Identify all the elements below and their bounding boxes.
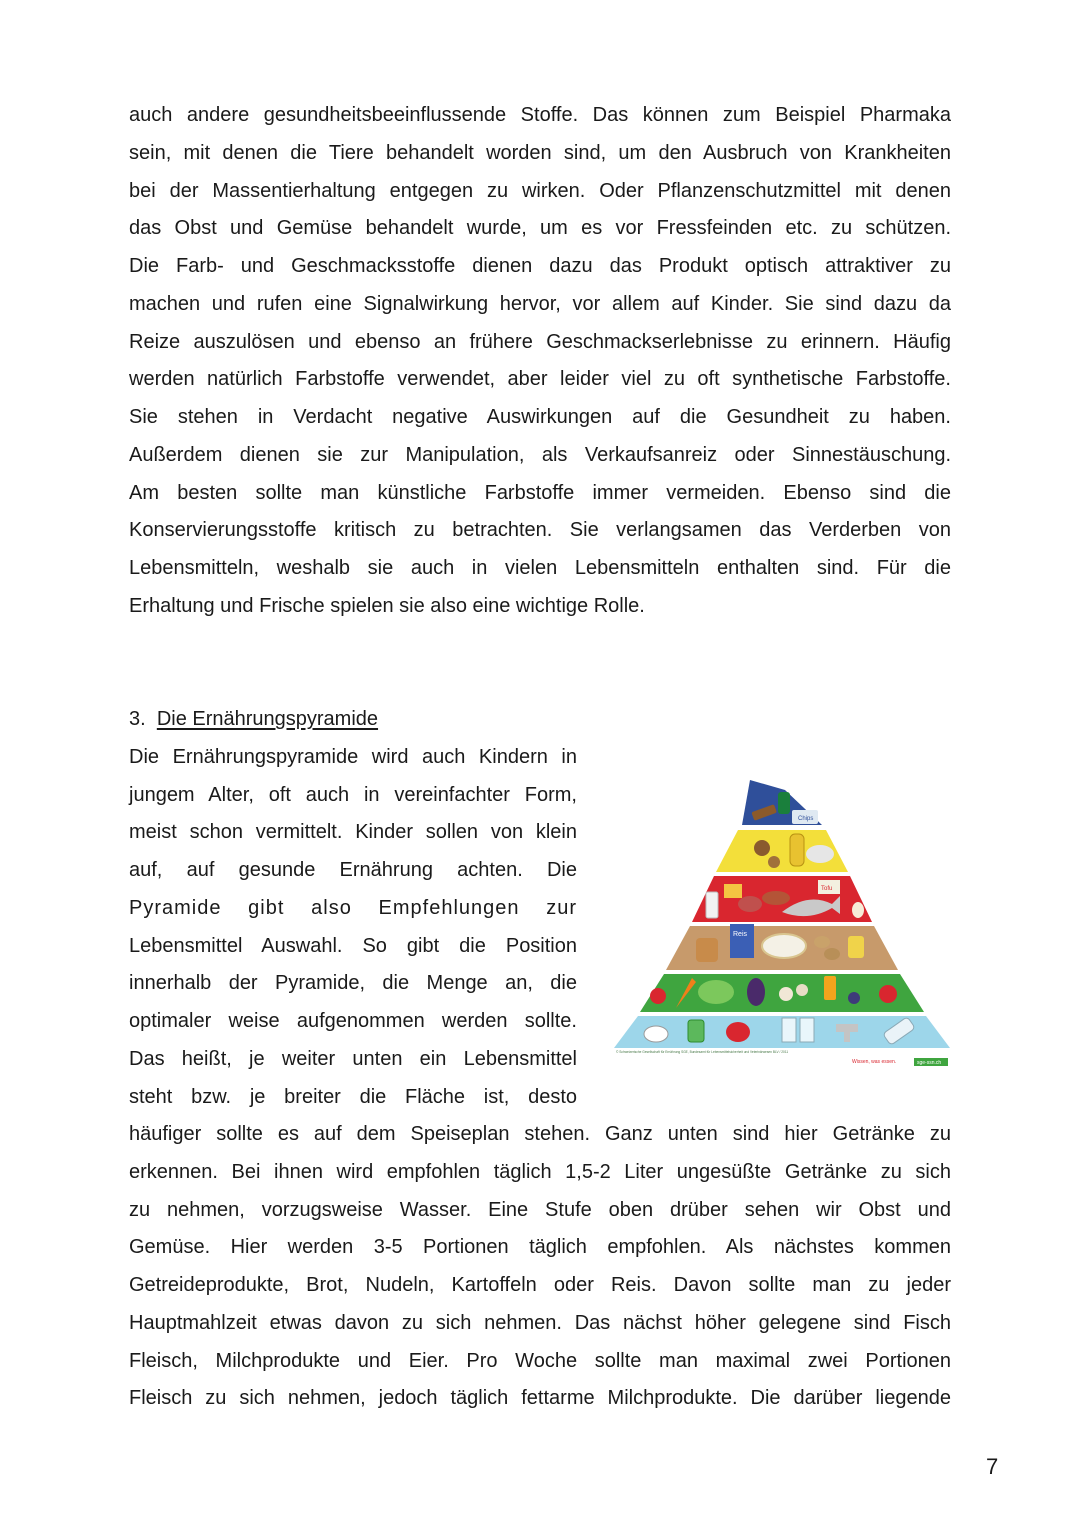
potato-icon <box>824 948 840 960</box>
water-glass-icon <box>782 1018 796 1042</box>
lettuce-icon <box>698 980 734 1004</box>
text-line: Sie stehen in Verdacht negative Auswirkungen auf die Gesundheit zu haben. <box>129 406 951 428</box>
section-title: Die Ernährungspyramide <box>156 708 379 730</box>
water-glass-icon <box>800 1018 814 1042</box>
pasta-plate-icon <box>762 934 806 958</box>
rice-label: Reis <box>733 931 748 938</box>
meat-icon <box>738 896 762 912</box>
cheese-icon <box>724 884 742 898</box>
text-line: auch andere gesundheitsbeeinflussende Stoffe. Das können zum Beispiel Pharmaka <box>129 104 951 126</box>
text-line: Außerdem dienen sie zur Manipulation, als Verkaufsanreiz oder Sinnestäuschung. <box>129 444 951 466</box>
text-line: Fleisch zu sich nehmen, jedoch täglich fettarme Milchprodukte. Die darüber liegende <box>129 1387 951 1409</box>
text-line: Gemüse. Hier werden 3-5 Portionen täglich empfohlen. Als nächstes kommen <box>129 1236 951 1258</box>
text-line: auf, auf gesunde Ernährung achten. Die <box>129 859 577 881</box>
text-line: Lebensmittel Auswahl. So gibt die Position <box>129 935 577 957</box>
text-line: steht bzw. je breiter die Fläche ist, desto <box>129 1086 577 1108</box>
text-line: Getreideprodukte, Brot, Nudeln, Kartoffeln oder Reis. Davon sollte man zu jeder <box>129 1274 951 1296</box>
text-line: werden natürlich Farbstoffe verwendet, aber leider viel zu oft synthetische Farbstoffe. <box>129 368 951 390</box>
figure-site: sge-ssn.ch <box>917 1060 942 1066</box>
tea-glass-icon <box>688 1020 704 1042</box>
text-line: Hauptmahlzeit etwas davon zu sich nehmen. Das nächst höher gelegene sind Fisch <box>129 1312 951 1334</box>
text-line: Erhaltung und Frische spielen sie also eine wichtige Rolle. <box>129 595 645 617</box>
text-line: Reize auszulösen und ebenso an frühere Geschmackserlebnisse zu erinnern. Häufig <box>129 331 951 353</box>
butter-icon <box>806 845 834 863</box>
page-number: 7 <box>986 1454 999 1479</box>
bread-icon <box>696 938 718 962</box>
apple-icon <box>879 985 897 1003</box>
text-line: sein, mit denen die Tiere behandelt worden sind, um den Ausbruch von Krankheiten <box>129 142 951 164</box>
text-line: das Obst und Gemüse behandelt wurde, um es vor Fressfeinden etc. zu schützen. <box>129 217 951 239</box>
text-line: Lebensmitteln, weshalb sie auch in vielen Lebensmitteln enthalten sind. Für die <box>129 557 951 579</box>
juice-glass-icon <box>824 976 836 1000</box>
tomato-icon <box>650 988 666 1004</box>
tofu-label: Tofu <box>821 886 833 892</box>
text-line: zu nehmen, vorzugsweise Wasser. Eine Stufe oben drüber sehen wir Obst und <box>129 1199 951 1221</box>
section-heading <box>129 707 378 731</box>
text-line: bei der Massentierhaltung entgegen zu wirken. Oder Pflanzenschutzmittel mit denen <box>129 180 951 202</box>
text-line: Fleisch, Milchprodukte und Eier. Pro Woche sollte man maximal zwei Portionen <box>129 1350 951 1372</box>
chips-label: Chips <box>798 816 814 822</box>
oil-bottle-icon <box>790 834 804 866</box>
milk-glass-icon <box>706 892 718 918</box>
corn-can-icon <box>848 936 864 958</box>
text-line: jungem Alter, oft auch in vereinfachter Form, <box>129 784 577 806</box>
soda-can-icon <box>778 792 790 814</box>
food-pyramid-figure <box>612 780 952 1070</box>
section-number: 3. <box>129 708 146 730</box>
plum-icon <box>848 992 860 1004</box>
text-line: Am besten sollte man künstliche Farbstoffe immer vermeiden. Ebenso sind die <box>129 482 951 504</box>
text-line: Die Farb- und Geschmacksstoffe dienen dazu das Produkt optisch attraktiver zu <box>129 255 951 277</box>
mushroom-icon <box>796 984 808 996</box>
text-line: Das heißt, je weiter unten ein Lebensmittel <box>129 1048 577 1070</box>
rice-box-icon <box>730 924 754 958</box>
figure-slogan: Wissen, was essen. <box>852 1059 897 1065</box>
text-line: Pyramide gibt also Empfehlungen zur <box>129 897 577 919</box>
text-line: häufiger sollte es auf dem Speiseplan stehen. Ganz unten sind hier Getränke zu <box>129 1123 951 1145</box>
mushroom-icon <box>779 987 793 1001</box>
text-line: erkennen. Bei ihnen wird empfohlen täglich 1,5-2 Liter ungesüßte Getränke zu sich <box>129 1161 951 1183</box>
eggplant-icon <box>747 978 765 1006</box>
figure-caption: © Schweizerische Gesellschaft für Ernährung SGE, Bundesamt für Lebensmittelsicherheit und Veterinärwesen BLV / 2011 <box>616 1050 789 1054</box>
text-line: Konservierungsstoffe kritisch zu betrachten. Sie verlangsamen das Verderben von <box>129 519 951 541</box>
egg-icon <box>852 902 864 918</box>
text-line: machen und rufen eine Signalwirkung hervor, vor allem auf Kinder. Sie sind dazu da <box>129 293 951 315</box>
text-line: Die Ernährungspyramide wird auch Kindern in <box>129 746 577 768</box>
tea-cup-icon <box>644 1026 668 1042</box>
text-line: innerhalb der Pyramide, die Menge an, die <box>129 972 577 994</box>
walnut-icon <box>768 856 780 868</box>
nuts-icon <box>754 840 770 856</box>
potato-icon <box>814 936 830 948</box>
text-line: optimaler weise aufgenommen werden sollte. <box>129 1010 577 1032</box>
text-line: meist schon vermittelt. Kinder sollen von klein <box>129 821 577 843</box>
sausage-icon <box>762 891 790 905</box>
red-mug-icon <box>726 1022 750 1042</box>
